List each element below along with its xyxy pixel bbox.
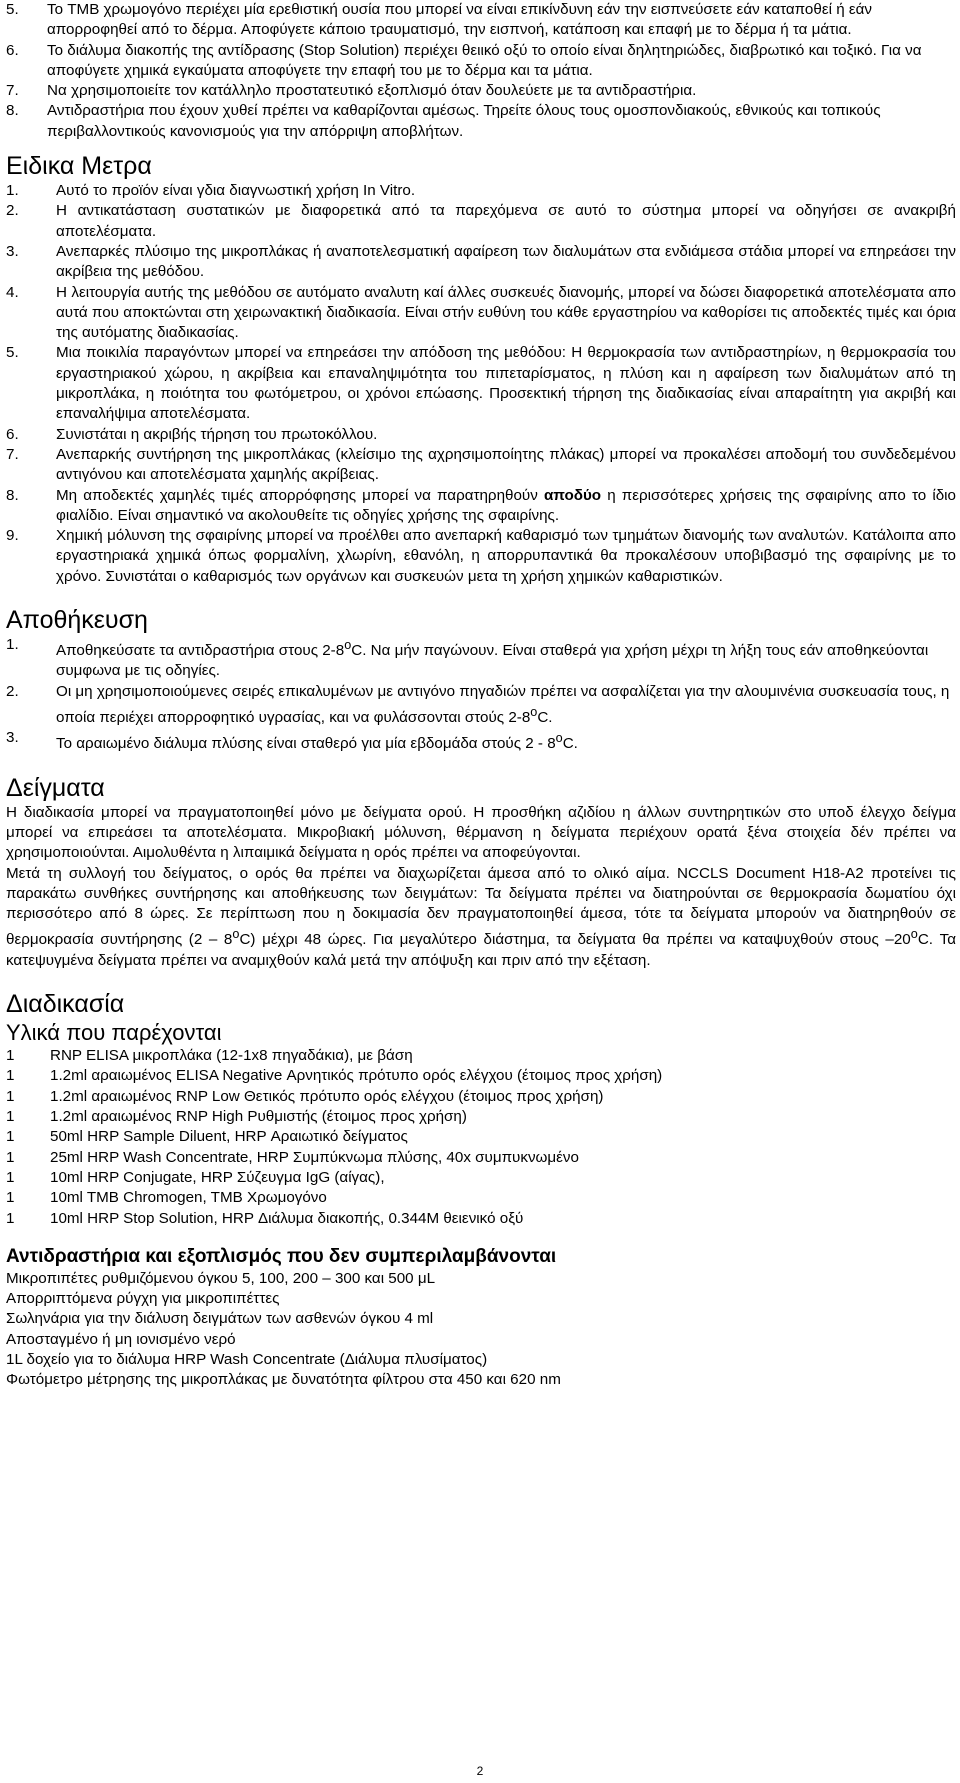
degree-sup: o [910,927,918,942]
item-text: Ανεπαρκής συντήρηση της μικροπλάκας (κλείσιμο της αχρησιμοποίητης πλάκας) μπορεί να προκαλέσει αποδομή του συνδεδεμένου αντιγόνου και αποτελέσματα χαμηλής ακρίβειας. [56,445,956,484]
item-text: 50ml HRP Sample Diluent, HRP Αραιωτικό δείγματος [50,1128,408,1146]
item-quantity: 1 [6,1209,15,1227]
item-number: 2. [6,202,19,220]
list-item [6,283,956,344]
item-number: 5. [6,1,19,18]
item-quantity: 1 [6,1108,15,1126]
item-text: Αντιδραστήρια που έχουν χυθεί πρέπει να καθαρίζονται αμέσως. Τηρείτε όλους τους ομοσπονδιακούς, εθνικούς και τοπικούς περιβαλλοντικούς κανονισμούς για την απόρριψη αποβλήτων. [47,102,881,140]
item-number: 4. [6,283,19,301]
item-text-part: C. [537,709,553,727]
item-text-part: C. Να μήν παγώνουν. Είναι σταθερά για χρήση μέχρι τη λήξη τους εάν αποθηκεύονται συμφωνα με τις οδηγίες. [56,642,929,680]
list-item [6,81,956,101]
storage-heading: Αποθήκευση [6,606,148,635]
not-included-list [6,1269,956,1391]
item-text [56,682,956,729]
samples-paragraph-2 [6,864,956,972]
item-text: Ανεπαρκές πλύσιμο της μικροπλάκας ή αναποτελεσματική αφαίρεση των διαλυμάτων στα ενδιάμεσα στάδια μπορεί να επηρεάσει την ακρίβεια της μεθόδου. [56,242,956,281]
item-number: 9. [6,527,19,545]
list-item: Φωτόμετρο μέτρησης της μικροπλάκας με δυνατότητα φίλτρου στα 450 και 620 nm [6,1371,561,1389]
item-number: 1. [6,182,19,200]
item-text: Το διάλυμα διακοπής της αντίδρασης (Stop Solution) περιέχει θειικό οξύ το οποίο είναι δηλητηριώδες, διαβρωτικό και τοξικό. Για να αποφύγετε χημικά εγκαύματα αποφύγετε την επαφή του με το δέρμα και τα μάτια. [47,41,922,79]
item-quantity: 1 [6,1189,15,1207]
list-item [6,1087,956,1107]
item-quantity: 1 [6,1067,15,1085]
item-text: 1.2ml αραιωμένος RNP Low Θετικός πρότυπο ορός ελέγχου (έτοιμος προς χρήση) [50,1087,604,1105]
item-text: 10ml TMB Chromogen, TMB Χρωμογόνο [50,1189,327,1207]
item-text: Μια ποικιλία παραγόντων μπορεί να επηρεάσει την απόδοση της μεθόδου: Η θερμοκρασία των αντιδραστηρίων, η θερμοκρασία του εργαστηριακού χώρου, η ακρίβεια και επαναληψιμότητα του πιπεταρίσματος, η πλύση και η αφαίρεση των διαλυμάτων από τη μικροπλάκα, η ποιότητα του φωτόμετρου, οι χρόνοι επώασης. Προσεκτική τήρηση της διαδικασίας είναι απαραίτητη για ακριβή και επαναλήψιμα αποτελέσματα. [56,344,956,423]
item-text: 10ml HRP Conjugate, HRP Σύζευγμα IgG (αίγας), [50,1168,385,1186]
degree-sup: o [555,731,563,746]
precautions-list [6,0,956,142]
list-item [6,181,956,201]
degree-sup: o [232,927,240,942]
item-text: Να χρησιμοποιείτε τον κατάλληλο προστατευτικό εξοπλισμό όταν δουλεύετε με τα αντιδραστήρια. [47,82,697,100]
list-item [6,343,956,424]
item-text-part: Μη αποδεκτές χαμηλές τιμές απορρόφησης μπορεί να παρατηρηθούν [56,486,544,504]
storage-list [6,635,956,755]
materials-provided-list [6,1046,956,1229]
item-number: 6. [6,41,19,59]
list-item [6,635,956,682]
item-number: 8. [6,102,19,120]
list-item [6,526,956,587]
item-text [56,486,956,527]
list-item [6,41,956,82]
item-number: 7. [6,445,19,463]
item-quantity: 1 [6,1047,15,1065]
list-item [6,1046,956,1066]
item-text [56,728,956,754]
list-item [6,242,956,283]
list-item [6,101,956,142]
item-number: 3. [6,242,19,260]
list-item [6,1188,956,1208]
item-text: 10ml HRP Stop Solution, HRP Διάλυμα διακοπής, 0.344M θειενικό οξύ [50,1209,524,1227]
list-item: 1L δοχείο για το διάλυμα HRP Wash Concentrate (Διάλυμα πλυσίματος) [6,1350,488,1368]
list-item [6,682,956,729]
list-item: Σωληνάρια για την διάλυση δειγμάτων των ασθενών όγκου 4 ml [6,1310,434,1328]
list-item [6,425,956,445]
list-item [6,1127,956,1147]
item-text-part: Οι μη χρησιμοποιούμενες σειρές επικαλυμένων με αντιγόνο πηγαδιών πρέπει να ασφαλίζεται για την αλουμινένια συσκευασία τους, η οποία περιέχει απορροφητικό υγρασίας, και να φυλάσσονται στούς 2-8 [56,682,950,727]
item-text: Η λειτουργία αυτής της μεθόδου σε αυτόματο αναλυτη καί άλλες συσκευές διανομής, μπορεί να δώσει διαφορετικά αποτελέσματα απο αυτά που αποκτώνται στη χειρωνακτική διαδικασία. Είναι στήν ευθύνη του κάθε εργαστηρίου να καθορίσει τις αποδεκτές τιμές και όρια της αυτόματης διαδικασίας. [56,283,956,342]
materials-provided-heading: Υλικά που παρέχονται [6,1020,222,1046]
paragraph-part: C) μέχρι 48 ώρες. Για μεγαλύτερο διάστημα, τα δείγματα θα πρέπει να καταψυχθούν στους –20 [239,931,911,949]
page-number: 2 [476,1764,484,1778]
procedure-heading: Διαδικασία [6,990,125,1019]
item-number: 6. [6,425,19,443]
list-item [6,1066,956,1086]
list-item [6,0,956,41]
list-item: Μικροπιπέτες ρυθμιζόμενου όγκου 5, 100, 200 – 300 και 500 μL [6,1269,436,1287]
list-item: Απορριπτόμενα ρύγχη για μικροπιπέττες [6,1290,280,1308]
list-item [6,486,956,527]
list-item [6,445,956,486]
degree-sup: o [530,704,538,719]
item-text: 1.2ml αραιωμένος ELISA Negative Αρνητικός πρότυπο ορός ελέγχου (έτοιμος προς χρήση) [50,1067,663,1085]
paragraph-part: C. Τα κατεψυγμένα δείγματα πρέπει να αναμιχθούν καλά μετά την απόψυξη και πριν από την εξέταση. [6,931,956,969]
list-item: Αποσταγμένο ή μη ιονισμένο νερό [6,1330,236,1348]
item-text-part: C. [562,735,578,753]
item-text-part: Αποθηκεύσατε τα αντιδραστήρια στους 2-8 [56,642,345,660]
item-quantity: 1 [6,1168,15,1186]
item-text-bold: αποδύο [543,486,602,504]
samples-text [6,803,956,971]
item-number: 2. [6,682,19,700]
item-text: Η αντικατάσταση συστατικών με διαφορετικά από τα παρεχόμενα σε αυτό το σύστημα μπορεί να οδηγήσει σε ανακριβή αποτελέσματα. [56,202,956,240]
item-text: Το TMB χρωμογόνο περιέχει μία ερεθιστική ουσία που μπορεί να είναι επικίνδυνη εάν την εισπνεύσετε εάν καταποθεί ή εάν απορροφηθεί από το δέρμα. Αποφύγετε κάποιο τραυματισμό, την εισπνοή, κατάποση και επαφή με το δέρμα ή τα μάτια. [47,1,873,39]
item-text: 25ml HRP Wash Concentrate, HRP Συμπύκνωμα πλύσης, 40x συμπυκνωμένο [50,1148,579,1166]
special-measures-heading: Ειδικα Μετρα [6,152,152,181]
samples-heading: Δείγματα [6,773,105,802]
item-text-part: η περισσότερες χρήσεις της σφαιρίνης απο το ίδιο φιαλίδιο. Είναι σημαντικό να ακολουθείτε τις οδηγίες χρήσης της σφαιρίνης. [56,486,956,524]
document-body [6,0,956,1391]
item-text: RNP ELISA μικροπλάκα (12-1x8 πηγαδάκια), με βάση [50,1047,413,1065]
item-quantity: 1 [6,1128,15,1146]
item-number: 5. [6,344,19,362]
item-number: 7. [6,82,19,100]
list-item [6,1168,956,1188]
paragraph-part: Μετά τη συλλογή του δείγματος, ο ορός θα πρέπει να διαχωρίζεται άμεσα από το ολικό αίμα. NCCLS Document H18-A2 προτείνει τις παρακάτω συνθήκες συντήρησης και αποθήκευσης των δειγμάτων: Τα δείγματα πρέπει να διατηρούνται σε θερμοκρασία δωματίου όχι περισσότερο από 8 ώρες. Σε περίπτωση που η δοκιμασία δεν πραγματοποιηθεί άμεσα, τότε τα δείγματα μπορούν να διατηρηθούν σε θερμοκρασία συντήρησης (2 – 8 [6,864,956,949]
list-item [6,1209,956,1229]
item-number: 3. [6,729,19,747]
samples-paragraph-1: Η διαδικασία μπορεί να πραγματοποιηθεί μόνο με δείγματα ορού. Η προσθήκη αζιδίου η άλλων συντηρητικών στο υποδ έλεγχο δείγμα μπορεί να επιρεάσει τα αποτελέσματα. Μικροβιακή μόλυνση, θέρμανση η δείγματα περιέχουν ορατά ξένα στοιχεία δέν πρέπει να χρησιμοποιούνται. Αιμολυθέντα η λιπαιμικά δείγματα η ορός πρέπει να αποφεύγονται. [6,803,956,862]
list-item [6,1107,956,1127]
item-text [56,635,956,682]
item-quantity: 1 [6,1087,15,1105]
item-text: Αυτό το προϊόν είναι γδια διαγνωστική χρήση In Vitro. [56,182,416,200]
item-text: 1.2ml αραιωμένος RNP High Ρυθμιστής (έτοιμος προς χρήση) [50,1108,467,1126]
degree-sup: o [344,638,352,653]
item-number: 1. [6,636,19,654]
item-text-part: Το αραιωμένο διάλυμα πλύσης είναι σταθερό για μία εβδομάδα στούς 2 - 8 [56,735,556,753]
not-included-heading: Αντιδραστήρια και εξοπλισμός που δεν συμπεριλαμβάνονται [6,1245,557,1267]
list-item [6,1148,956,1168]
item-number: 8. [6,486,19,504]
list-item [6,728,956,754]
item-text: Συνιστάται η ακριβής τήρηση του πρωτοκόλλου. [56,425,378,443]
special-measures-list [6,181,956,587]
item-text: Χημική μόλυνση της σφαιρίνης μπορεί να προέλθει απο ανεπαρκή καθαρισμό των τμημάτων διανομής των αναλυτών. Κατάλοιπα απο εργαστηριακά χημικά όπως φορμαλίνη, χλωρίνη, εθανόλη, η απορρυπαντικά θα προκαλέσουν υποβιβασμό της σφαιρίνης με το χρόνο. Συνιστάται ο καθαρισμός των οργάνων και συσκευών μετα τη χρήση χημικών καθαριστικών. [56,527,956,585]
item-quantity: 1 [6,1148,15,1166]
list-item [6,201,956,242]
